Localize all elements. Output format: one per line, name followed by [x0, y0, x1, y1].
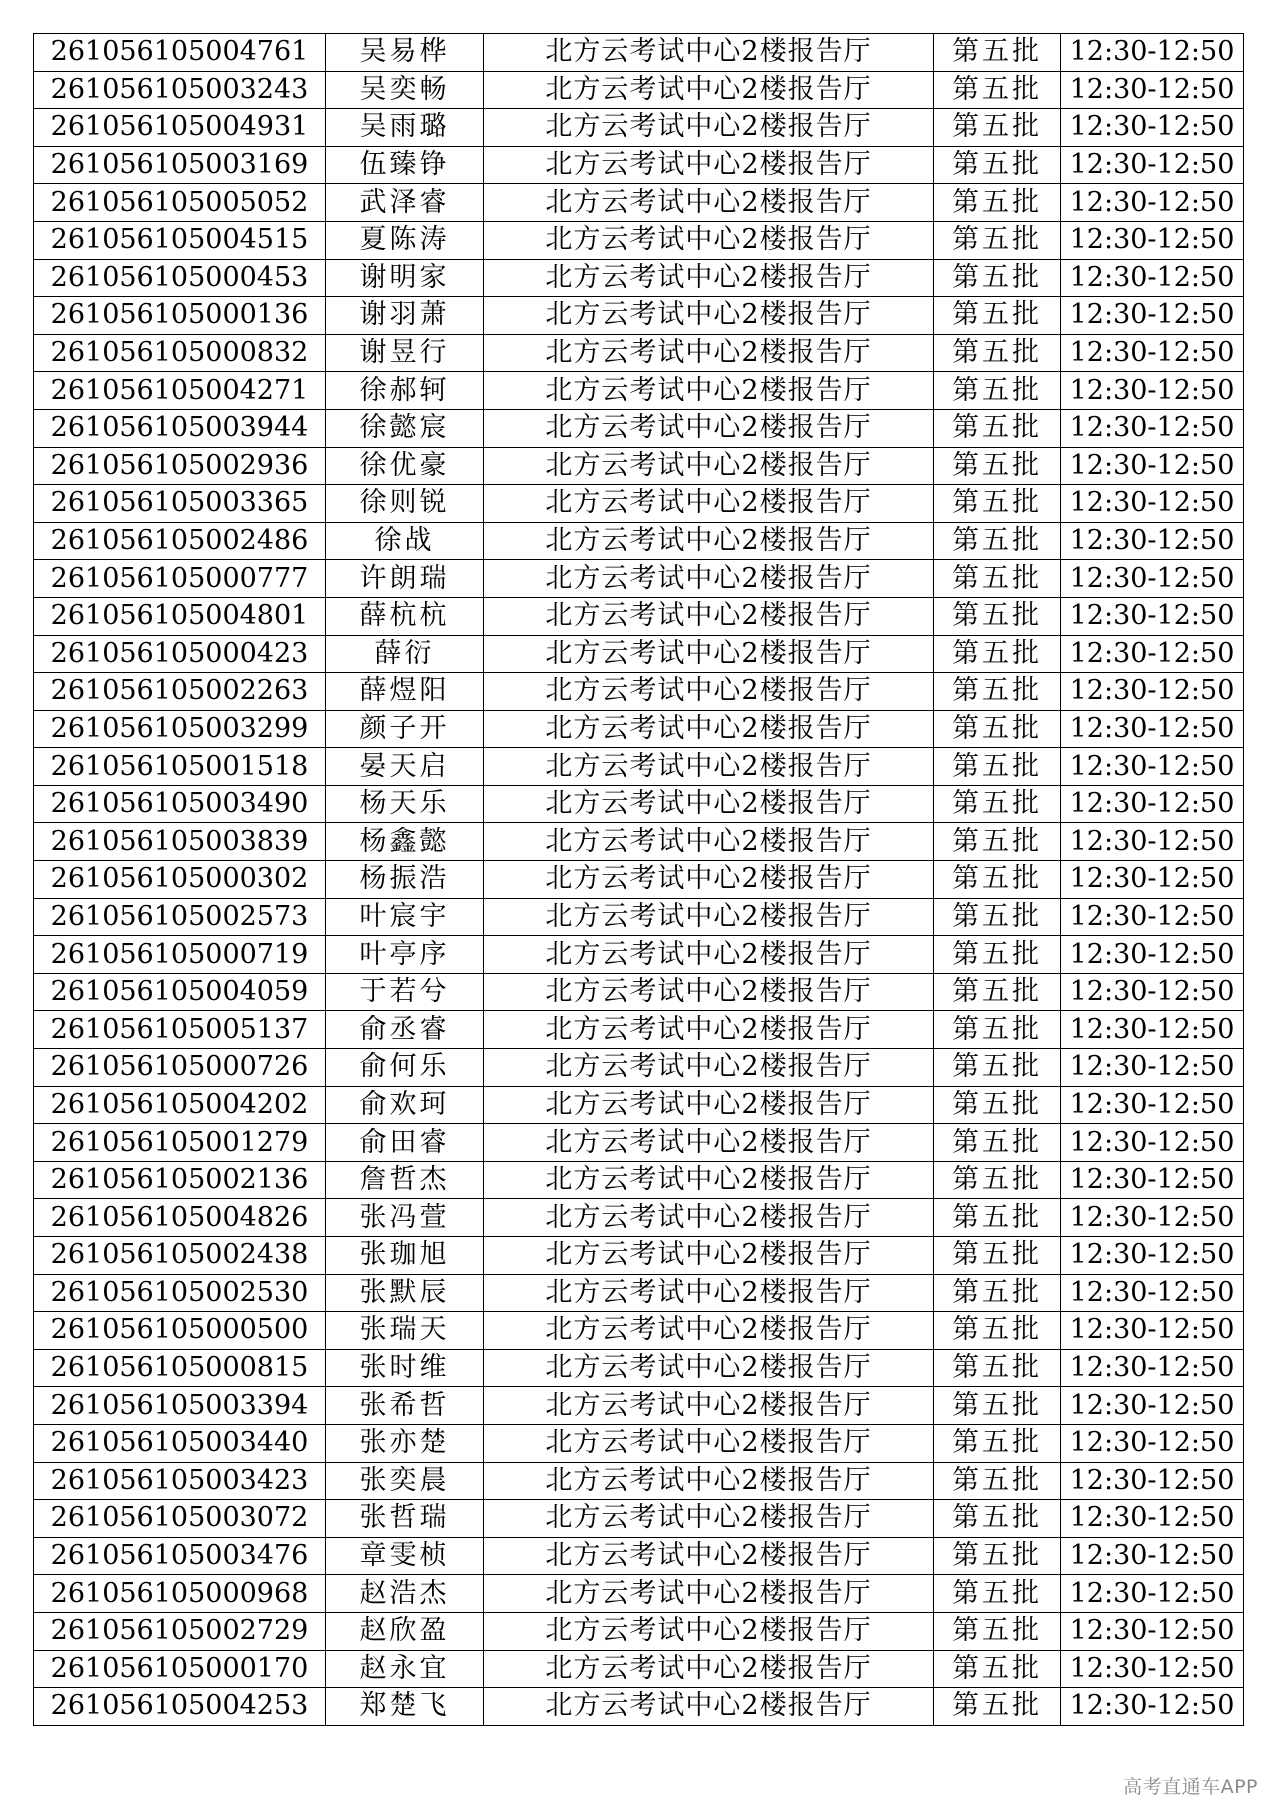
student-name-cell: 晏天启	[326, 748, 484, 786]
table-row	[34, 560, 1244, 598]
student-name-cell: 俞何乐	[326, 1049, 484, 1087]
time-slot-cell: 12:30-12:50	[1061, 635, 1244, 673]
exam-venue-cell: 北方云考试中心2楼报告厅	[484, 785, 934, 823]
table-row	[34, 1199, 1244, 1237]
time-slot-cell: 12:30-12:50	[1061, 297, 1244, 335]
batch-cell: 第五批	[934, 1612, 1061, 1650]
candidate-id-cell: 261056105002136	[34, 1161, 326, 1199]
table-row	[34, 409, 1244, 447]
student-name-cell: 赵浩杰	[326, 1575, 484, 1613]
exam-venue-cell: 北方云考试中心2楼报告厅	[484, 1575, 934, 1613]
time-slot-cell: 12:30-12:50	[1061, 1462, 1244, 1500]
table-row	[34, 109, 1244, 147]
time-slot-cell: 12:30-12:50	[1061, 1161, 1244, 1199]
student-name-cell: 俞田睿	[326, 1124, 484, 1162]
batch-cell: 第五批	[934, 485, 1061, 523]
candidate-id-cell: 261056105000777	[34, 560, 326, 598]
candidate-id-cell: 261056105000453	[34, 259, 326, 297]
batch-cell: 第五批	[934, 710, 1061, 748]
candidate-id-cell: 261056105003440	[34, 1424, 326, 1462]
table-row	[34, 221, 1244, 259]
table-row	[34, 673, 1244, 711]
batch-cell: 第五批	[934, 297, 1061, 335]
time-slot-cell: 12:30-12:50	[1061, 447, 1244, 485]
exam-venue-cell: 北方云考试中心2楼报告厅	[484, 485, 934, 523]
candidate-id-cell: 261056105000719	[34, 936, 326, 974]
batch-cell: 第五批	[934, 1237, 1061, 1275]
exam-venue-cell: 北方云考试中心2楼报告厅	[484, 1537, 934, 1575]
exam-venue-cell: 北方云考试中心2楼报告厅	[484, 1688, 934, 1726]
exam-venue-cell: 北方云考试中心2楼报告厅	[484, 1424, 934, 1462]
time-slot-cell: 12:30-12:50	[1061, 861, 1244, 899]
time-slot-cell: 12:30-12:50	[1061, 1237, 1244, 1275]
time-slot-cell: 12:30-12:50	[1061, 785, 1244, 823]
table-row	[34, 823, 1244, 861]
student-name-cell: 伍臻铮	[326, 146, 484, 184]
batch-cell: 第五批	[934, 1011, 1061, 1049]
table-row	[34, 1462, 1244, 1500]
student-name-cell: 张亦楚	[326, 1424, 484, 1462]
time-slot-cell: 12:30-12:50	[1061, 1049, 1244, 1087]
student-name-cell: 赵永宜	[326, 1650, 484, 1688]
exam-venue-cell: 北方云考试中心2楼报告厅	[484, 710, 934, 748]
table-row	[34, 1349, 1244, 1387]
table-row	[34, 1424, 1244, 1462]
candidate-id-cell: 261056105004253	[34, 1688, 326, 1726]
candidate-id-cell: 261056105000136	[34, 297, 326, 335]
student-name-cell: 叶宸宇	[326, 898, 484, 936]
student-name-cell: 徐优豪	[326, 447, 484, 485]
exam-venue-cell: 北方云考试中心2楼报告厅	[484, 1462, 934, 1500]
candidate-id-cell: 261056105000500	[34, 1312, 326, 1350]
table-row	[34, 297, 1244, 335]
table-row	[34, 861, 1244, 899]
time-slot-cell: 12:30-12:50	[1061, 485, 1244, 523]
time-slot-cell: 12:30-12:50	[1061, 560, 1244, 598]
student-name-cell: 徐战	[326, 522, 484, 560]
candidate-id-cell: 261056105002729	[34, 1612, 326, 1650]
time-slot-cell: 12:30-12:50	[1061, 936, 1244, 974]
table-row	[34, 635, 1244, 673]
batch-cell: 第五批	[934, 823, 1061, 861]
time-slot-cell: 12:30-12:50	[1061, 1124, 1244, 1162]
batch-cell: 第五批	[934, 673, 1061, 711]
batch-cell: 第五批	[934, 71, 1061, 109]
time-slot-cell: 12:30-12:50	[1061, 1575, 1244, 1613]
batch-cell: 第五批	[934, 334, 1061, 372]
student-name-cell: 张时维	[326, 1349, 484, 1387]
table-row	[34, 1650, 1244, 1688]
time-slot-cell: 12:30-12:50	[1061, 1011, 1244, 1049]
candidate-id-cell: 261056105003394	[34, 1387, 326, 1425]
candidate-id-cell: 261056105003169	[34, 146, 326, 184]
time-slot-cell: 12:30-12:50	[1061, 1199, 1244, 1237]
table-row	[34, 1237, 1244, 1275]
exam-venue-cell: 北方云考试中心2楼报告厅	[484, 936, 934, 974]
batch-cell: 第五批	[934, 1500, 1061, 1538]
time-slot-cell: 12:30-12:50	[1061, 898, 1244, 936]
batch-cell: 第五批	[934, 1688, 1061, 1726]
table-row	[34, 1537, 1244, 1575]
time-slot-cell: 12:30-12:50	[1061, 973, 1244, 1011]
table-row	[34, 447, 1244, 485]
exam-venue-cell: 北方云考试中心2楼报告厅	[484, 1274, 934, 1312]
student-name-cell: 俞欢珂	[326, 1086, 484, 1124]
time-slot-cell: 12:30-12:50	[1061, 1424, 1244, 1462]
table-row	[34, 372, 1244, 410]
table-row	[34, 1161, 1244, 1199]
batch-cell: 第五批	[934, 109, 1061, 147]
batch-cell: 第五批	[934, 522, 1061, 560]
batch-cell: 第五批	[934, 1274, 1061, 1312]
exam-venue-cell: 北方云考试中心2楼报告厅	[484, 1312, 934, 1350]
table-row	[34, 1049, 1244, 1087]
time-slot-cell: 12:30-12:50	[1061, 1612, 1244, 1650]
table-row	[34, 146, 1244, 184]
exam-venue-cell: 北方云考试中心2楼报告厅	[484, 109, 934, 147]
candidate-id-cell: 261056105003072	[34, 1500, 326, 1538]
exam-venue-cell: 北方云考试中心2楼报告厅	[484, 1161, 934, 1199]
batch-cell: 第五批	[934, 447, 1061, 485]
table-row	[34, 898, 1244, 936]
table-row	[34, 522, 1244, 560]
student-name-cell: 颜子开	[326, 710, 484, 748]
student-name-cell: 张奕晨	[326, 1462, 484, 1500]
batch-cell: 第五批	[934, 1124, 1061, 1162]
student-name-cell: 詹哲杰	[326, 1161, 484, 1199]
batch-cell: 第五批	[934, 221, 1061, 259]
batch-cell: 第五批	[934, 1199, 1061, 1237]
table-row	[34, 485, 1244, 523]
batch-cell: 第五批	[934, 34, 1061, 72]
candidate-id-cell: 261056105002486	[34, 522, 326, 560]
batch-cell: 第五批	[934, 1049, 1061, 1087]
student-name-cell: 谢明家	[326, 259, 484, 297]
time-slot-cell: 12:30-12:50	[1061, 748, 1244, 786]
candidate-id-cell: 261056105000968	[34, 1575, 326, 1613]
batch-cell: 第五批	[934, 785, 1061, 823]
exam-venue-cell: 北方云考试中心2楼报告厅	[484, 673, 934, 711]
candidate-id-cell: 261056105003476	[34, 1537, 326, 1575]
batch-cell: 第五批	[934, 560, 1061, 598]
candidate-id-cell: 261056105003243	[34, 71, 326, 109]
candidate-id-cell: 261056105001518	[34, 748, 326, 786]
time-slot-cell: 12:30-12:50	[1061, 673, 1244, 711]
student-name-cell: 吴奕畅	[326, 71, 484, 109]
candidate-id-cell: 261056105002573	[34, 898, 326, 936]
student-name-cell: 杨振浩	[326, 861, 484, 899]
batch-cell: 第五批	[934, 1650, 1061, 1688]
time-slot-cell: 12:30-12:50	[1061, 1086, 1244, 1124]
candidate-id-cell: 261056105004059	[34, 973, 326, 1011]
exam-venue-cell: 北方云考试中心2楼报告厅	[484, 221, 934, 259]
batch-cell: 第五批	[934, 184, 1061, 222]
candidate-id-cell: 261056105005052	[34, 184, 326, 222]
exam-venue-cell: 北方云考试中心2楼报告厅	[484, 1500, 934, 1538]
table-row	[34, 973, 1244, 1011]
exam-venue-cell: 北方云考试中心2楼报告厅	[484, 1237, 934, 1275]
time-slot-cell: 12:30-12:50	[1061, 1500, 1244, 1538]
batch-cell: 第五批	[934, 861, 1061, 899]
student-name-cell: 吴易桦	[326, 34, 484, 72]
batch-cell: 第五批	[934, 1387, 1061, 1425]
time-slot-cell: 12:30-12:50	[1061, 372, 1244, 410]
student-name-cell: 郑楚飞	[326, 1688, 484, 1726]
time-slot-cell: 12:30-12:50	[1061, 34, 1244, 72]
exam-venue-cell: 北方云考试中心2楼报告厅	[484, 71, 934, 109]
exam-venue-cell: 北方云考试中心2楼报告厅	[484, 861, 934, 899]
student-name-cell: 张瑞天	[326, 1312, 484, 1350]
student-name-cell: 于若兮	[326, 973, 484, 1011]
candidate-id-cell: 261056105004515	[34, 221, 326, 259]
exam-venue-cell: 北方云考试中心2楼报告厅	[484, 1011, 934, 1049]
table-row	[34, 1086, 1244, 1124]
batch-cell: 第五批	[934, 409, 1061, 447]
candidate-id-cell: 261056105000815	[34, 1349, 326, 1387]
student-name-cell: 章雯桢	[326, 1537, 484, 1575]
batch-cell: 第五批	[934, 898, 1061, 936]
exam-venue-cell: 北方云考试中心2楼报告厅	[484, 823, 934, 861]
candidate-id-cell: 261056105000423	[34, 635, 326, 673]
student-name-cell: 薛衍	[326, 635, 484, 673]
student-name-cell: 薛煜阳	[326, 673, 484, 711]
student-name-cell: 徐懿宸	[326, 409, 484, 447]
batch-cell: 第五批	[934, 1161, 1061, 1199]
exam-venue-cell: 北方云考试中心2楼报告厅	[484, 146, 934, 184]
exam-venue-cell: 北方云考试中心2楼报告厅	[484, 334, 934, 372]
exam-venue-cell: 北方云考试中心2楼报告厅	[484, 748, 934, 786]
exam-venue-cell: 北方云考试中心2楼报告厅	[484, 372, 934, 410]
table-row	[34, 71, 1244, 109]
time-slot-cell: 12:30-12:50	[1061, 409, 1244, 447]
time-slot-cell: 12:30-12:50	[1061, 823, 1244, 861]
candidate-id-cell: 261056105000726	[34, 1049, 326, 1087]
batch-cell: 第五批	[934, 936, 1061, 974]
candidate-id-cell: 261056105003944	[34, 409, 326, 447]
candidate-id-cell: 261056105002438	[34, 1237, 326, 1275]
student-name-cell: 薛杭杭	[326, 597, 484, 635]
student-name-cell: 杨鑫懿	[326, 823, 484, 861]
time-slot-cell: 12:30-12:50	[1061, 1688, 1244, 1726]
batch-cell: 第五批	[934, 146, 1061, 184]
exam-venue-cell: 北方云考试中心2楼报告厅	[484, 1049, 934, 1087]
table-row	[34, 34, 1244, 72]
exam-venue-cell: 北方云考试中心2楼报告厅	[484, 447, 934, 485]
exam-venue-cell: 北方云考试中心2楼报告厅	[484, 1387, 934, 1425]
candidate-id-cell: 261056105005137	[34, 1011, 326, 1049]
candidate-id-cell: 261056105002263	[34, 673, 326, 711]
batch-cell: 第五批	[934, 635, 1061, 673]
batch-cell: 第五批	[934, 973, 1061, 1011]
exam-venue-cell: 北方云考试中心2楼报告厅	[484, 1086, 934, 1124]
candidate-id-cell: 261056105004826	[34, 1199, 326, 1237]
student-name-cell: 武泽睿	[326, 184, 484, 222]
student-name-cell: 夏陈涛	[326, 221, 484, 259]
table-row	[34, 1612, 1244, 1650]
student-name-cell: 徐郝轲	[326, 372, 484, 410]
candidate-id-cell: 261056105004761	[34, 34, 326, 72]
exam-venue-cell: 北方云考试中心2楼报告厅	[484, 1199, 934, 1237]
student-name-cell: 张冯萱	[326, 1199, 484, 1237]
student-name-cell: 赵欣盈	[326, 1612, 484, 1650]
candidate-id-cell: 261056105002936	[34, 447, 326, 485]
table-row	[34, 1387, 1244, 1425]
time-slot-cell: 12:30-12:50	[1061, 1274, 1244, 1312]
time-slot-cell: 12:30-12:50	[1061, 184, 1244, 222]
table-row	[34, 259, 1244, 297]
exam-venue-cell: 北方云考试中心2楼报告厅	[484, 597, 934, 635]
exam-venue-cell: 北方云考试中心2楼报告厅	[484, 1124, 934, 1162]
batch-cell: 第五批	[934, 372, 1061, 410]
exam-venue-cell: 北方云考试中心2楼报告厅	[484, 34, 934, 72]
time-slot-cell: 12:30-12:50	[1061, 1312, 1244, 1350]
time-slot-cell: 12:30-12:50	[1061, 109, 1244, 147]
student-name-cell: 杨天乐	[326, 785, 484, 823]
candidate-id-cell: 261056105000832	[34, 334, 326, 372]
table-row	[34, 785, 1244, 823]
table-row	[34, 710, 1244, 748]
time-slot-cell: 12:30-12:50	[1061, 597, 1244, 635]
table-row	[34, 334, 1244, 372]
time-slot-cell: 12:30-12:50	[1061, 522, 1244, 560]
candidate-id-cell: 261056105004931	[34, 109, 326, 147]
table-row	[34, 1011, 1244, 1049]
roster-body	[34, 34, 1244, 1726]
student-name-cell: 叶亭序	[326, 936, 484, 974]
exam-venue-cell: 北方云考试中心2楼报告厅	[484, 560, 934, 598]
exam-venue-cell: 北方云考试中心2楼报告厅	[484, 522, 934, 560]
batch-cell: 第五批	[934, 1575, 1061, 1613]
table-row	[34, 748, 1244, 786]
time-slot-cell: 12:30-12:50	[1061, 71, 1244, 109]
watermark-text: 高考直通车APP	[1123, 1776, 1258, 1798]
batch-cell: 第五批	[934, 1086, 1061, 1124]
student-name-cell: 张默辰	[326, 1274, 484, 1312]
exam-venue-cell: 北方云考试中心2楼报告厅	[484, 1650, 934, 1688]
roster-table	[33, 33, 1244, 1726]
student-name-cell: 吴雨璐	[326, 109, 484, 147]
time-slot-cell: 12:30-12:50	[1061, 710, 1244, 748]
exam-venue-cell: 北方云考试中心2楼报告厅	[484, 635, 934, 673]
time-slot-cell: 12:30-12:50	[1061, 146, 1244, 184]
student-name-cell: 徐则锐	[326, 485, 484, 523]
batch-cell: 第五批	[934, 597, 1061, 635]
batch-cell: 第五批	[934, 1537, 1061, 1575]
time-slot-cell: 12:30-12:50	[1061, 259, 1244, 297]
candidate-id-cell: 261056105002530	[34, 1274, 326, 1312]
student-name-cell: 张希哲	[326, 1387, 484, 1425]
time-slot-cell: 12:30-12:50	[1061, 334, 1244, 372]
time-slot-cell: 12:30-12:50	[1061, 1349, 1244, 1387]
candidate-id-cell: 261056105003839	[34, 823, 326, 861]
exam-venue-cell: 北方云考试中心2楼报告厅	[484, 1612, 934, 1650]
table-row	[34, 597, 1244, 635]
candidate-id-cell: 261056105004271	[34, 372, 326, 410]
student-name-cell: 张哲瑞	[326, 1500, 484, 1538]
batch-cell: 第五批	[934, 1462, 1061, 1500]
student-name-cell: 谢昱行	[326, 334, 484, 372]
candidate-id-cell: 261056105003299	[34, 710, 326, 748]
student-name-cell: 许朗瑞	[326, 560, 484, 598]
exam-venue-cell: 北方云考试中心2楼报告厅	[484, 898, 934, 936]
table-row	[34, 936, 1244, 974]
exam-venue-cell: 北方云考试中心2楼报告厅	[484, 1349, 934, 1387]
table-row	[34, 1500, 1244, 1538]
candidate-id-cell: 261056105000170	[34, 1650, 326, 1688]
exam-venue-cell: 北方云考试中心2楼报告厅	[484, 973, 934, 1011]
candidate-id-cell: 261056105003365	[34, 485, 326, 523]
batch-cell: 第五批	[934, 748, 1061, 786]
batch-cell: 第五批	[934, 1312, 1061, 1350]
time-slot-cell: 12:30-12:50	[1061, 1537, 1244, 1575]
batch-cell: 第五批	[934, 1349, 1061, 1387]
exam-venue-cell: 北方云考试中心2楼报告厅	[484, 409, 934, 447]
candidate-id-cell: 261056105003423	[34, 1462, 326, 1500]
exam-venue-cell: 北方云考试中心2楼报告厅	[484, 259, 934, 297]
table-row	[34, 1124, 1244, 1162]
candidate-id-cell: 261056105001279	[34, 1124, 326, 1162]
candidate-id-cell: 261056105004801	[34, 597, 326, 635]
table-row	[34, 1312, 1244, 1350]
student-name-cell: 谢羽萧	[326, 297, 484, 335]
time-slot-cell: 12:30-12:50	[1061, 1387, 1244, 1425]
student-name-cell: 俞丞睿	[326, 1011, 484, 1049]
batch-cell: 第五批	[934, 1424, 1061, 1462]
table-row	[34, 1575, 1244, 1613]
time-slot-cell: 12:30-12:50	[1061, 221, 1244, 259]
exam-venue-cell: 北方云考试中心2楼报告厅	[484, 184, 934, 222]
time-slot-cell: 12:30-12:50	[1061, 1650, 1244, 1688]
student-name-cell: 张珈旭	[326, 1237, 484, 1275]
exam-venue-cell: 北方云考试中心2楼报告厅	[484, 297, 934, 335]
table-row	[34, 1688, 1244, 1726]
table-row	[34, 1274, 1244, 1312]
candidate-id-cell: 261056105003490	[34, 785, 326, 823]
candidate-id-cell: 261056105004202	[34, 1086, 326, 1124]
candidate-id-cell: 261056105000302	[34, 861, 326, 899]
batch-cell: 第五批	[934, 259, 1061, 297]
table-row	[34, 184, 1244, 222]
